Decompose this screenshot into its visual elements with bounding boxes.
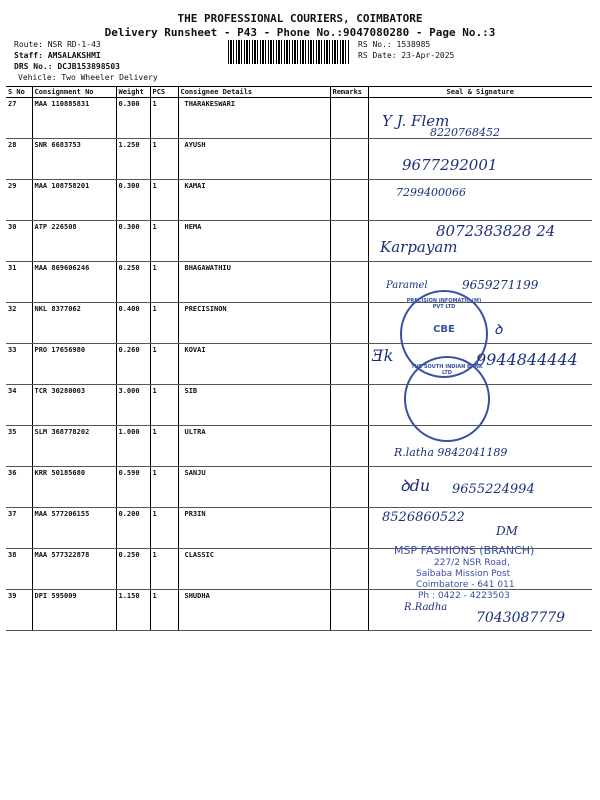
col-weight: Weight xyxy=(116,87,150,98)
cell-remarks xyxy=(330,467,368,508)
cell-pcs: 1 xyxy=(150,180,178,221)
phone-28: 9677292001 xyxy=(402,156,498,174)
rs-number: RS No.: 1538985 xyxy=(358,40,431,49)
staff-label: Staff: AMSALAKSHMI xyxy=(14,51,101,60)
signature-27: Y J. Flem xyxy=(382,112,450,130)
cell-pcs: 1 xyxy=(150,549,178,590)
cell-sno: 38 xyxy=(6,549,32,590)
col-signature: Seal & Signature xyxy=(368,87,592,98)
cell-consignment-no: MAA 577322878 xyxy=(32,549,116,590)
cell-remarks xyxy=(330,139,368,180)
cell-weight: 0.300 xyxy=(116,180,150,221)
cell-consignee: THARAKESWARI xyxy=(178,98,330,139)
cell-consignee: BHAGAWATHIU xyxy=(178,262,330,303)
cell-sno: 37 xyxy=(6,508,32,549)
msp-stamp-addr3: Coimbatore - 641 011 xyxy=(416,580,515,590)
cell-pcs: 1 xyxy=(150,221,178,262)
cell-sno: 32 xyxy=(6,303,32,344)
cell-pcs: 1 xyxy=(150,426,178,467)
cell-pcs: 1 xyxy=(150,262,178,303)
cell-remarks xyxy=(330,549,368,590)
phone-29: 7299400066 xyxy=(396,186,466,199)
cell-consignment-no: MAA 577206155 xyxy=(32,508,116,549)
cell-sno: 35 xyxy=(6,426,32,467)
cell-weight: 0.400 xyxy=(116,303,150,344)
phone-37: 8526860522 xyxy=(382,510,465,525)
table-row xyxy=(6,98,592,139)
phone-31: 9659271199 xyxy=(462,278,539,292)
cell-sno: 30 xyxy=(6,221,32,262)
precision-stamp: PRECISION INFOMATIC (M) PVT LTD CBE xyxy=(400,290,488,378)
col-consignment: Consignment No xyxy=(32,87,116,98)
table-row xyxy=(6,385,592,426)
msp-stamp-phone: Ph : 0422 - 4223503 xyxy=(418,591,510,601)
vehicle-label: Vehicle: Two Wheeler Delivery xyxy=(18,73,158,82)
cell-consignment-no: ATP 226508 xyxy=(32,221,116,262)
cell-pcs: 1 xyxy=(150,303,178,344)
cell-weight: 0.200 xyxy=(116,508,150,549)
table-row xyxy=(6,180,592,221)
name-35: R.latha 9842041189 xyxy=(394,446,508,459)
col-sno: S No xyxy=(6,87,32,98)
signature-33: Ǝk xyxy=(372,346,394,365)
cell-consignee: ULTRA xyxy=(178,426,330,467)
cell-pcs: 1 xyxy=(150,385,178,426)
cell-sno: 27 xyxy=(6,98,32,139)
phone-39: 7043087779 xyxy=(476,610,566,626)
cell-consignee: AYUSH xyxy=(178,139,330,180)
msp-stamp-addr2: Saibaba Mission Post xyxy=(416,569,511,579)
cell-remarks xyxy=(330,508,368,549)
cell-consignee: PRECISINON xyxy=(178,303,330,344)
signature-36: ꝺdu xyxy=(400,476,431,495)
signature-32: ꝺ xyxy=(494,322,503,338)
cell-sno: 28 xyxy=(6,139,32,180)
cell-sno: 39 xyxy=(6,590,32,631)
cell-consignment-no: MAA 869606246 xyxy=(32,262,116,303)
cell-remarks xyxy=(330,303,368,344)
cell-consignment-no: SNR 6683753 xyxy=(32,139,116,180)
phone-27: 8220768452 xyxy=(430,126,500,139)
cell-weight: 0.590 xyxy=(116,467,150,508)
cell-weight: 0.260 xyxy=(116,344,150,385)
cell-weight: 0.300 xyxy=(116,221,150,262)
cell-remarks xyxy=(330,98,368,139)
cell-consignment-no: NKL 8377062 xyxy=(32,303,116,344)
cell-remarks xyxy=(330,426,368,467)
cell-consignment-no: MAA 108758201 xyxy=(32,180,116,221)
cell-consignee: HEMA xyxy=(178,221,330,262)
table-row xyxy=(6,139,592,180)
cell-remarks xyxy=(330,262,368,303)
cell-consignment-no: KRR 50185680 xyxy=(32,467,116,508)
name-31: Paramel xyxy=(386,280,428,291)
cell-sno: 33 xyxy=(6,344,32,385)
phone-30: 8072383828 24 xyxy=(436,222,556,240)
cell-remarks xyxy=(330,221,368,262)
cell-consignee: SIB xyxy=(178,385,330,426)
col-remarks: Remarks xyxy=(330,87,368,98)
cell-remarks xyxy=(330,344,368,385)
cell-pcs: 1 xyxy=(150,98,178,139)
cell-remarks xyxy=(330,590,368,631)
cell-remarks xyxy=(330,180,368,221)
cell-consignment-no: TCR 30280003 xyxy=(32,385,116,426)
cell-pcs: 1 xyxy=(150,467,178,508)
cell-consignment-no: SLM 368778202 xyxy=(32,426,116,467)
cell-pcs: 1 xyxy=(150,139,178,180)
cell-weight: 3.000 xyxy=(116,385,150,426)
cell-consignee: KAMAI xyxy=(178,180,330,221)
cell-sno: 34 xyxy=(6,385,32,426)
phone-36: 9655224994 xyxy=(452,482,535,497)
col-pcs: PCS xyxy=(150,87,178,98)
cell-consignment-no: MAA 110885831 xyxy=(32,98,116,139)
cell-sno: 36 xyxy=(6,467,32,508)
col-consignee: Consignee Details xyxy=(178,87,330,98)
cell-pcs: 1 xyxy=(150,508,178,549)
cell-consignee: SANJU xyxy=(178,467,330,508)
cell-weight: 0.250 xyxy=(116,549,150,590)
bank-stamp: THE SOUTH INDIAN BANK LTD xyxy=(404,356,490,442)
cell-weight: 1.150 xyxy=(116,590,150,631)
cell-consignee: KOVAI xyxy=(178,344,330,385)
cell-remarks xyxy=(330,385,368,426)
company-title: THE PROFESSIONAL COURIERS, COIMBATORE xyxy=(177,12,423,25)
rs-date: RS Date: 23-Apr-2025 xyxy=(358,51,455,60)
cell-weight: 1.250 xyxy=(116,139,150,180)
cell-pcs: 1 xyxy=(150,590,178,631)
cell-weight: 1.000 xyxy=(116,426,150,467)
msp-stamp-addr1: 227/2 NSR Road, xyxy=(434,558,510,568)
runsheet-title: Delivery Runsheet - P43 - Phone No.:9047080280 - Page No.:3 xyxy=(104,26,496,39)
phone-33: 9944844444 xyxy=(476,350,578,369)
cell-pcs: 1 xyxy=(150,344,178,385)
cell-consignee: SHUDHA xyxy=(178,590,330,631)
cell-consignment-no: PRO 17656980 xyxy=(32,344,116,385)
signature-37: DM xyxy=(496,524,518,538)
name-39: R.Radha xyxy=(404,602,448,613)
cell-consignment-no: DPI 595009 xyxy=(32,590,116,631)
cell-consignee: PR3IN xyxy=(178,508,330,549)
table-header-row xyxy=(6,87,592,98)
cell-sno: 29 xyxy=(6,180,32,221)
route-label: Route: NSR RD-1-43 xyxy=(14,40,101,49)
cell-weight: 0.250 xyxy=(116,262,150,303)
barcode xyxy=(228,40,350,64)
cell-sno: 31 xyxy=(6,262,32,303)
table-row xyxy=(6,303,592,344)
name-30: Karpayam xyxy=(380,238,458,256)
msp-stamp-name: MSP FASHIONS (BRANCH) xyxy=(394,544,535,557)
cell-consignee: CLASSIC xyxy=(178,549,330,590)
cell-weight: 0.300 xyxy=(116,98,150,139)
drs-label: DRS No.: DCJB153898503 xyxy=(14,62,120,71)
